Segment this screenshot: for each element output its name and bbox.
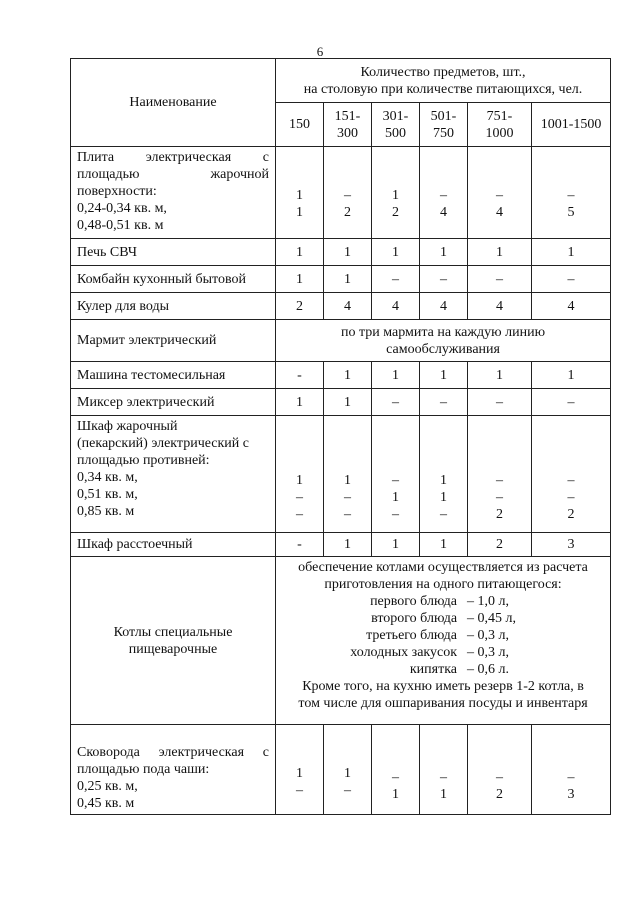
cell: 4 bbox=[420, 293, 468, 320]
cell: 1 1 bbox=[276, 147, 324, 239]
kotly-note: обеспечение котлами осуществляется из расчета приготовления на одного питающегося: первого блюда – 1,0 л, второго блюда – 0,45 л, третьего блюда – 0,3 л, холодных закусок – 0,3 л, кипятка – 0,6 л. Кроме того, на кухню иметь резерв 1-2 котла, в том числе для ошпаривания посуды и инвентаря bbox=[276, 557, 611, 725]
cell: – bbox=[532, 389, 611, 416]
cell: 1 – – bbox=[276, 416, 324, 533]
cell: 1 bbox=[372, 533, 420, 557]
cell: 1 bbox=[372, 362, 420, 389]
header-col-4: 501- 750 bbox=[420, 103, 468, 147]
marmit-note: по три мармита на каждую линию самообслуживания bbox=[276, 320, 611, 362]
cell: 2 bbox=[276, 293, 324, 320]
row-name: Печь СВЧ bbox=[71, 239, 276, 266]
row-name: Кулер для воды bbox=[71, 293, 276, 320]
table-row-plita bbox=[71, 147, 611, 239]
cell: 2 bbox=[468, 533, 532, 557]
table-row-kombain bbox=[71, 266, 611, 293]
page-number: 6 bbox=[316, 44, 324, 59]
cell: - bbox=[276, 533, 324, 557]
row-name: Плита электрическая с площадью жарочной поверхности: 0,24-0,34 кв. м, 0,48-0,51 кв. м bbox=[71, 147, 276, 239]
header-quantity: Количество предметов, шт., на столовую при количестве питающихся, чел. bbox=[276, 59, 611, 103]
row-name: Котлы специальные пищеварочные bbox=[71, 557, 276, 725]
cell: 1 bbox=[276, 266, 324, 293]
cell: 4 bbox=[532, 293, 611, 320]
cell: 1 – – bbox=[324, 416, 372, 533]
cell: 1 bbox=[420, 239, 468, 266]
header-col-6: 1001-1500 bbox=[532, 103, 611, 147]
equipment-table bbox=[70, 58, 611, 815]
cell: - bbox=[276, 362, 324, 389]
cell: – 1 bbox=[420, 725, 468, 815]
row-name: Шкаф расстоечный bbox=[71, 533, 276, 557]
cell: – bbox=[420, 266, 468, 293]
cell: – 5 bbox=[532, 147, 611, 239]
header-name: Наименование bbox=[71, 59, 276, 147]
table-row-kuler bbox=[71, 293, 611, 320]
list-item: холодных закусок – 0,3 л, bbox=[350, 645, 510, 660]
row-name: Сковорода электрическая с площадью пода чаши: 0,25 кв. м, 0,45 кв. м bbox=[71, 725, 276, 815]
cell: – 4 bbox=[468, 147, 532, 239]
cell: – 2 bbox=[324, 147, 372, 239]
table-row-shkaf-rasst bbox=[71, 533, 611, 557]
cell: 1 bbox=[324, 389, 372, 416]
cell: 1 bbox=[276, 389, 324, 416]
cell: 1 bbox=[372, 239, 420, 266]
cell: 4 bbox=[468, 293, 532, 320]
cell: 1 bbox=[468, 239, 532, 266]
cell: 1 bbox=[324, 362, 372, 389]
header-col-1: 150 bbox=[276, 103, 324, 147]
row-name: Мармит электрический bbox=[71, 320, 276, 362]
table-row-svch bbox=[71, 239, 611, 266]
list-item: третьего блюда – 0,3 л, bbox=[366, 628, 510, 643]
cell: 4 bbox=[324, 293, 372, 320]
cell: 1 bbox=[532, 362, 611, 389]
cell: 1 – bbox=[324, 725, 372, 815]
table-row-marmit bbox=[71, 320, 611, 362]
cell: – – 2 bbox=[532, 416, 611, 533]
cell: – 1 – bbox=[372, 416, 420, 533]
cell: 1 bbox=[324, 266, 372, 293]
table-row-mikser bbox=[71, 389, 611, 416]
cell: – – 2 bbox=[468, 416, 532, 533]
header-row-1 bbox=[71, 59, 611, 103]
cell: 1 2 bbox=[372, 147, 420, 239]
cell: 1 bbox=[468, 362, 532, 389]
cell: 1 – bbox=[276, 725, 324, 815]
cell: – 3 bbox=[532, 725, 611, 815]
table-row-testomes bbox=[71, 362, 611, 389]
cell: 4 bbox=[372, 293, 420, 320]
cell: 1 bbox=[324, 239, 372, 266]
list-item: кипятка – 0,6 л. bbox=[409, 662, 510, 677]
row-name: Миксер электрический bbox=[71, 389, 276, 416]
cell: – bbox=[420, 389, 468, 416]
cell: 1 bbox=[276, 239, 324, 266]
header-col-2: 151- 300 bbox=[324, 103, 372, 147]
list-item: первого блюда – 1,0 л, bbox=[370, 594, 510, 609]
cell: – bbox=[532, 266, 611, 293]
row-name: Комбайн кухонный бытовой bbox=[71, 266, 276, 293]
header-col-3: 301- 500 bbox=[372, 103, 420, 147]
cell: – bbox=[468, 266, 532, 293]
cell: 1 bbox=[420, 362, 468, 389]
row-name: Шкаф жарочный (пекарский) электрический с площадью противней: 0,34 кв. м, 0,51 кв. м, 0,85 кв. м bbox=[71, 416, 276, 533]
cell: – 4 bbox=[420, 147, 468, 239]
cell: 1 bbox=[532, 239, 611, 266]
cell: 1 1 – bbox=[420, 416, 468, 533]
table-row-skovoroda bbox=[71, 725, 611, 815]
row-name: Машина тестомесильная bbox=[71, 362, 276, 389]
list-item: второго блюда – 0,45 л, bbox=[371, 611, 517, 626]
header-col-5: 751- 1000 bbox=[468, 103, 532, 147]
cell: – bbox=[468, 389, 532, 416]
cell: 3 bbox=[532, 533, 611, 557]
table-row-shkaf-zhar bbox=[71, 416, 611, 533]
cell: – 2 bbox=[468, 725, 532, 815]
cell: – 1 bbox=[372, 725, 420, 815]
table-row-kotly bbox=[71, 557, 611, 725]
cell: 1 bbox=[324, 533, 372, 557]
cell: – bbox=[372, 266, 420, 293]
cell: – bbox=[372, 389, 420, 416]
cell: 1 bbox=[420, 533, 468, 557]
